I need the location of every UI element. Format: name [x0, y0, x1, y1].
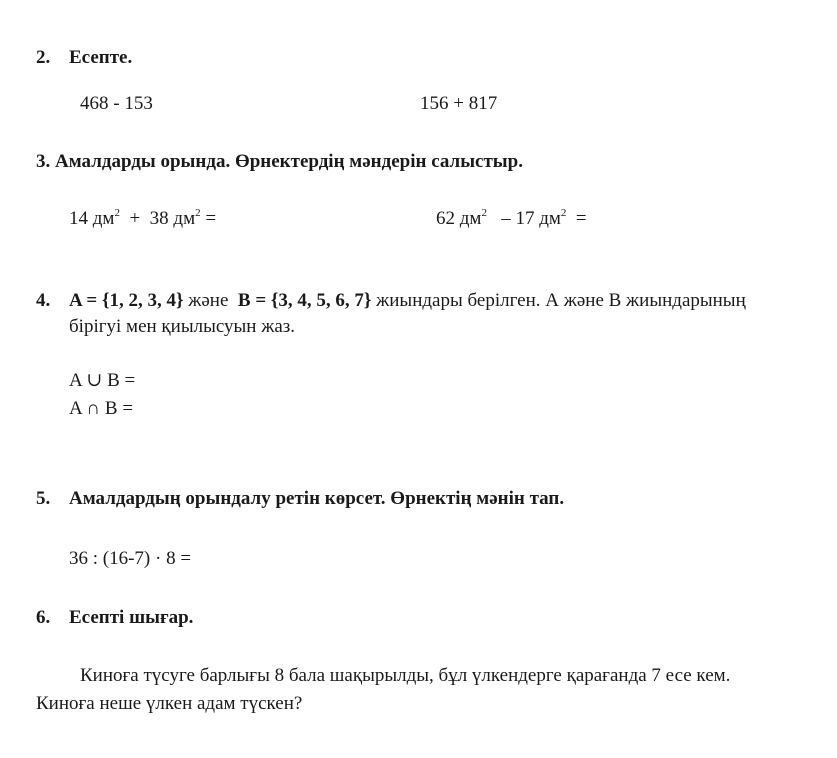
- task3-left-term2: + 38 дм: [119, 208, 196, 229]
- task3-right-term2: – 17 дм: [486, 208, 561, 229]
- task6-problem-line2: Киноға неше үлкен адам түскен?: [36, 693, 303, 714]
- task4-line1: [69, 290, 746, 312]
- task3-title: 3. Амалдарды орында. Өрнектердің мәндерін салыстыр.: [36, 151, 523, 172]
- task3-right-term1: 62 дм: [436, 208, 482, 229]
- task5-number: 5.: [36, 488, 51, 509]
- task4-union: A ∪ B =: [69, 370, 136, 391]
- task2-number: 2.: [36, 47, 51, 68]
- task6-title: Есепті шығар.: [69, 607, 194, 628]
- task3-left-exp1: 2: [114, 207, 120, 219]
- task3-right-exp2: 2: [560, 207, 567, 219]
- task4-set-a: A = {1, 2, 3, 4}: [69, 290, 184, 311]
- task6-problem-line1: Киноға түсуге барлығы 8 бала шақырылды, бұл үлкендерге қарағанда 7 есе кем.: [80, 665, 731, 686]
- task2-title: Есепте.: [69, 47, 133, 68]
- task3-right-equals: =: [566, 208, 587, 229]
- task3-expression-left: [69, 208, 216, 230]
- task3-left-exp2: 2: [195, 207, 201, 219]
- task5-expression: 36 : (16-7) · 8 =: [69, 548, 192, 569]
- task3-left-term1: 14 дм: [69, 208, 115, 229]
- task4-set-b: B = {3, 4, 5, 6, 7}: [237, 290, 372, 311]
- task6-number: 6.: [36, 607, 51, 628]
- task3-left-equals: =: [200, 208, 217, 229]
- task3-expression-right: [436, 208, 587, 230]
- task4-statement: жиындары берілген. А және В жиындарының: [371, 290, 746, 311]
- task2-expression-left: 468 - 153: [80, 93, 153, 114]
- task3-right-exp1: 2: [481, 207, 487, 219]
- task4-and: және: [183, 290, 238, 311]
- task2-expression-right: 156 + 817: [420, 93, 498, 114]
- task5-title: Амалдардың орындалу ретін көрсет. Өрнектің мәнін тап.: [69, 488, 565, 509]
- task4-intersection: A ∩ B =: [69, 398, 134, 419]
- task4-line2: бірігуі мен қиылысуын жаз.: [69, 316, 296, 337]
- task4-number: 4.: [36, 290, 51, 311]
